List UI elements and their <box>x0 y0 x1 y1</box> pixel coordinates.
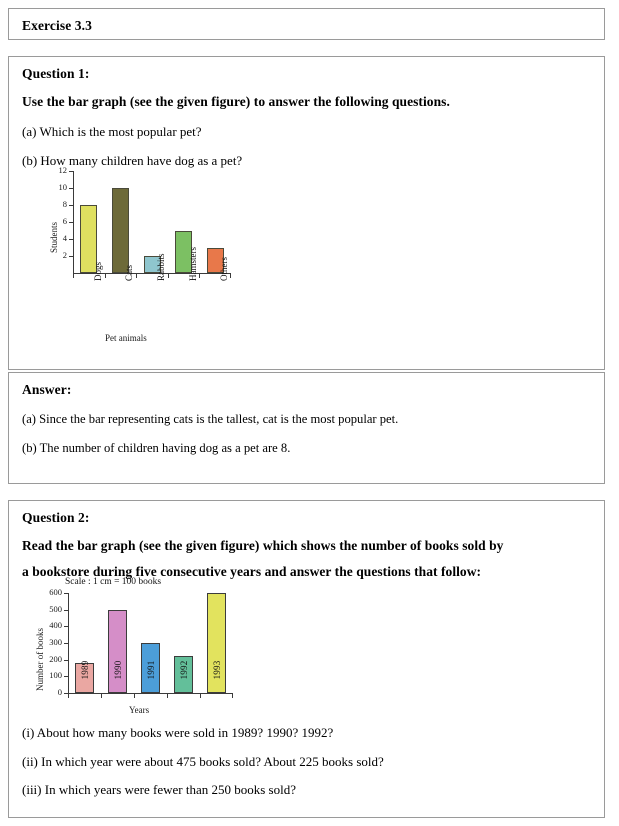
y-axis-tick-label: 4 <box>62 233 67 243</box>
x-axis-line <box>68 693 233 694</box>
y-axis-tick <box>64 610 68 611</box>
bar <box>108 610 127 693</box>
x-axis-tick <box>232 694 233 698</box>
y-axis-tick-label: 100 <box>49 670 62 681</box>
y-axis-tick <box>69 171 73 172</box>
y-axis-tick <box>64 626 68 627</box>
bar-value-label: 1992 <box>178 660 189 680</box>
y-axis-tick <box>64 643 68 644</box>
x-axis-tick <box>168 274 169 278</box>
bar <box>141 643 160 693</box>
question-2-prompt-line-1: Read the bar graph (see the given figure) which shows the number of books sold by <box>22 538 504 554</box>
y-axis-tick-label: 200 <box>49 653 62 664</box>
exercise-title-panel <box>8 8 605 40</box>
books-bar-chart <box>21 579 251 714</box>
y-axis-tick <box>64 593 68 594</box>
question-2-panel <box>8 500 605 818</box>
answer-1-panel <box>8 372 605 484</box>
y-axis-tick <box>69 256 73 257</box>
y-axis-tick <box>69 188 73 189</box>
question-1-label: Question 1: <box>22 66 90 81</box>
y-axis-line <box>68 593 69 694</box>
bar-value-label: 1989 <box>79 660 90 680</box>
books-chart-scale-note: Scale : 1 cm = 100 books <box>65 577 162 587</box>
y-axis-tick-label: 2 <box>62 250 67 260</box>
question-2-item-i: (i) About how many books were sold in 1989? 1990? 1992? <box>22 725 334 740</box>
y-axis-tick <box>69 222 73 223</box>
question-1-panel <box>8 56 605 370</box>
bar <box>174 656 193 693</box>
y-axis-tick-label: 500 <box>49 603 62 614</box>
question-2-item-ii: (ii) In which year were about 475 books sold? About 225 books sold? <box>22 753 384 769</box>
y-axis-tick-label: 12 <box>58 165 67 175</box>
question-1-item-b: (b) How many children have dog as a pet? <box>22 152 243 168</box>
books-chart-y-axis-title: Number of books <box>35 628 45 691</box>
x-axis-tick <box>68 694 69 698</box>
question-2-prompt-line-2: a bookstore during five consecutive years and answer the questions that follow: <box>22 564 482 580</box>
y-axis-tick-label: 10 <box>58 182 67 192</box>
pet-chart-plot-area <box>58 165 231 281</box>
question-2-item-iii: (iii) In which years were fewer than 250 books sold? <box>22 782 296 797</box>
x-axis-category-label: Rabbits <box>156 253 166 281</box>
x-axis-tick <box>101 694 102 698</box>
pet-chart-y-axis-title: Students <box>49 221 59 253</box>
y-axis-line <box>73 171 74 274</box>
x-axis-tick <box>200 694 201 698</box>
books-chart-plot-area <box>49 587 233 697</box>
books-chart-x-axis-title: Years <box>129 705 150 715</box>
bar <box>207 593 226 693</box>
question-1-prompt: Use the bar graph (see the given figure) to answer the following questions. <box>22 94 450 110</box>
answer-1-item-b: (b) The number of children having dog as a pet are 8. <box>22 441 291 456</box>
y-axis-tick-label: 400 <box>49 620 62 631</box>
bar <box>75 660 94 693</box>
page-title: Exercise 3.3 <box>22 18 92 33</box>
x-axis-category-label: Others <box>219 257 230 281</box>
y-axis-tick <box>69 205 73 206</box>
bar-value-label: 1991 <box>145 660 156 680</box>
bar-value-label: 1993 <box>211 660 222 680</box>
x-axis-category-label: Hamsters <box>187 247 198 281</box>
y-axis-tick-label: 8 <box>62 199 67 209</box>
x-axis-tick <box>134 694 135 698</box>
y-axis-tick <box>69 239 73 240</box>
x-axis-tick <box>136 274 137 278</box>
answer-1-label: Answer: <box>22 382 72 397</box>
x-axis-category-label: Cats <box>124 264 135 281</box>
y-axis-tick-label: 6 <box>62 216 67 226</box>
x-axis-tick <box>73 274 74 278</box>
x-axis-category-label: Dogs <box>92 261 103 281</box>
x-axis-tick <box>105 274 106 278</box>
pet-bar-chart <box>27 165 242 355</box>
y-axis-tick-label: 300 <box>49 637 62 647</box>
bar <box>112 188 129 273</box>
y-axis-tick <box>64 660 68 661</box>
x-axis-tick <box>199 274 200 278</box>
y-axis-tick-label: 600 <box>49 587 62 597</box>
bar-value-label: 1990 <box>112 660 123 680</box>
y-axis-tick-label: 0 <box>57 687 62 697</box>
question-2-label: Question 2: <box>22 510 90 525</box>
answer-1-item-a: (a) Since the bar representing cats is the tallest, cat is the most popular pet. <box>22 412 399 427</box>
y-axis-tick <box>64 676 68 677</box>
x-axis-tick <box>167 694 168 698</box>
question-1-item-a: (a) Which is the most popular pet? <box>22 124 202 140</box>
pet-chart-x-axis-title: Pet animals <box>105 333 147 343</box>
x-axis-tick <box>230 274 231 278</box>
